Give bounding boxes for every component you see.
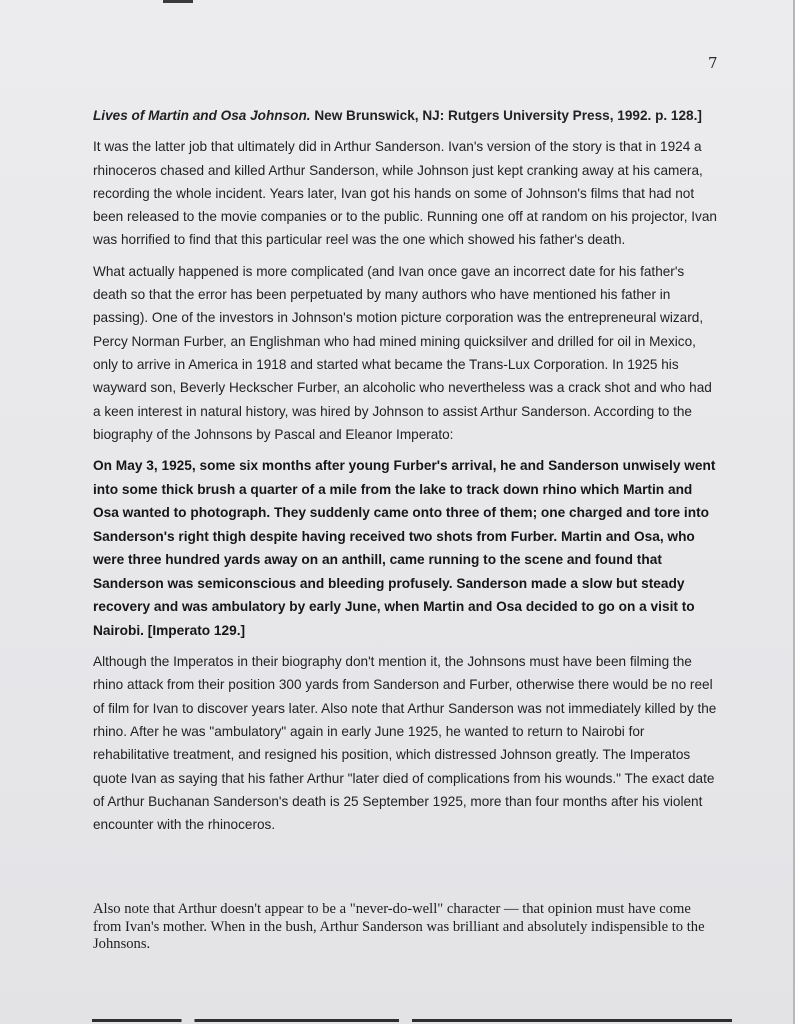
body-text: [93, 104, 719, 845]
citation-details: New Brunswick, NJ: Rutgers University Press, 1992. p. 128.]: [310, 108, 702, 123]
paragraph-analysis: Although the Imperatos in their biography don't mention it, the Johnsons must have been filming the rhino attack from their position 300 yards from Sanderson and Furber, otherwise there would be no reel of film for Ivan to discover years later. Also note that Arthur Sanderson was not immediately killed by the rhino. After he was "ambulatory" again in early June 1925, he wanted to return to Nairobi for rehabilitative treatment, and resigned his position, which distressed Johnson greatly. The Imperatos quote Ivan as saying that his father Arthur "later died of complications from his wounds." The exact date of Arthur Buchanan Sanderson's death is 25 September 1925, more than four months after his violent encounter with the rhinoceros.: [93, 654, 717, 833]
citation: [93, 104, 719, 127]
top-edge-mark: [163, 0, 193, 3]
page-number: 7: [708, 54, 718, 72]
book-title: Lives of Martin and Osa Johnson.: [93, 108, 311, 123]
paragraph-sanderson-story: It was the latter job that ultimately did in Arthur Sanderson. Ivan's version of the story is that in 1924 a rhinoceros chased and killed Arthur Sanderson, while Johnson just kept cranking away at his camera, recording the whole incident. Years later, Ivan got his hands on some of Johnson's films that had not been released to the movie companies or to the public. Running one off at random on his projector, Ivan was horrified to find that this particular reel was the one which showed his father's death.: [93, 139, 717, 248]
paragraph-what-happened: What actually happened is more complicated (and Ivan once gave an incorrect date for his father's death so that the error has been perpetuated by many authors who have mentioned his father in passing). One of the investors in Johnson's motion picture corporation was the entrepreneural wizard, Percy Norman Furber, an Englishman who had mined mining quicksilver and drilled for oil in Mexico, only to arrive in America in 1918 and started what became the Trans-Lux Corporation. In 1925 his wayward son, Beverly Heckscher Furber, an alcoholic who nevertheless was a crack shot and who had a keen interest in natural history, was hired by Johnson to assist Arthur Sanderson. According to the biography of the Johnsons by Pascal and Eleanor Imperato:: [93, 263, 712, 442]
block-quote-imperato: On May 3, 1925, some six months after young Furber's arrival, he and Sanderson unwisely went into some thick brush a quarter of a mile from the lake to track down rhino which Martin and Osa wanted to photograph. They suddenly came onto three of them; one charged and tore into Sanderson's right thigh despite having received two shots from Furber. Martin and Osa, who were three hundred yards away on an anthill, came running to the scene and found that Sanderson was semiconscious and bleeding profusely. Sanderson made a slow but steady recovery and was ambulatory by early June, when Martin and Osa decided to go on a visit to Nairobi. [Imperato 129.]: [93, 458, 716, 638]
closing-note: Also note that Arthur doesn't appear to be a "never-do-well" character — that opinion must have come from Ivan's mother. When in the bush, Arthur Sanderson was brilliant and absolutely indispensible to the Johnsons.: [93, 901, 705, 952]
bottom-edge-rule: [92, 1019, 732, 1022]
